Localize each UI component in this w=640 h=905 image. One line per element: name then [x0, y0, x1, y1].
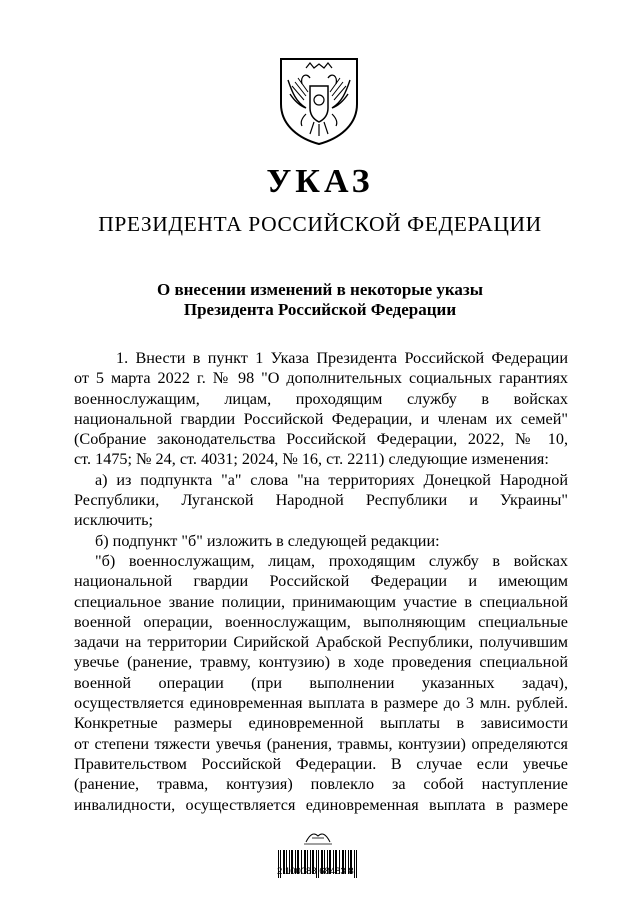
body-line: от степени тяжести увечья (ранения, травмы, контузии) определяются: [74, 734, 568, 753]
body-line: "б) военнослужащим, лицам, проходящим службу в войсках: [95, 551, 568, 570]
body-line: Правительством Российской Федерации. В случае если увечье: [74, 754, 568, 773]
document-heading: [0, 280, 640, 320]
body-line: от 5 марта 2022 г. № 98 "О дополнительных социальных гарантиях: [74, 369, 568, 388]
body-line: исключить;: [74, 511, 154, 530]
body-line: Конкретные размеры единовременной выплаты в зависимости: [74, 714, 568, 733]
print-stamp-icon: [302, 828, 334, 846]
body-line: инвалидности, осуществляется единовременная выплата в размере: [74, 795, 568, 814]
body-line: военной операции, военнослужащим, выполняющим специальные: [74, 612, 568, 631]
document-body: [74, 348, 568, 815]
body-line: б) подпункт "б" изложить в следующей редакции:: [95, 531, 440, 550]
document-title: УКАЗ: [266, 163, 374, 200]
body-line: увечье (ранение, травму, контузию) в ходе проведения специальной: [74, 653, 568, 672]
body-line: Республики, Луганской Народной Республики и Украины": [74, 491, 568, 510]
body-line: национальной гвардии Российской Федерации, и членам их семей": [74, 409, 568, 428]
heading-line-2: Президента Российской Федерации: [183, 300, 457, 319]
body-line: а) из подпункта "а" слова "на территориях Донецкой Народной: [95, 470, 568, 489]
body-line: осуществляется единовременная выплата в размере до 3 млн. рублей.: [74, 694, 568, 713]
heading-line-1: О внесении изменений в некоторые указы: [156, 280, 484, 299]
body-line: задачи на территории Сирийской Арабской Республики, получившим: [74, 633, 568, 652]
barcode-number: 2 100088 68483 8: [277, 866, 354, 877]
body-line: (ранение, травма, контузия) повлекло за собой наступление: [74, 775, 568, 794]
body-line: ст. 1475; № 24, ст. 4031; 2024, № 16, ст. 2211) следующие изменения:: [74, 450, 549, 469]
body-line: военной операции (при выполнении указанных задач),: [74, 673, 568, 692]
document-subtitle: ПРЕЗИДЕНТА РОССИЙСКОЙ ФЕДЕРАЦИИ: [98, 212, 542, 236]
body-line: 1. Внести в пункт 1 Указа Президента Российской Федерации: [116, 349, 568, 367]
state-emblem-icon: [276, 56, 362, 146]
body-line: национальной гвардии Российской Федерации и имеющим: [74, 572, 568, 591]
body-line: (Собрание законодательства Российской Федерации, 2022, № 10,: [74, 430, 568, 449]
body-line: специальное звание полиции, принимающим участие в специальной: [74, 592, 568, 611]
body-line: военнослужащим, лицам, проходящим службу в войсках: [74, 389, 568, 408]
barcode: [278, 828, 358, 888]
